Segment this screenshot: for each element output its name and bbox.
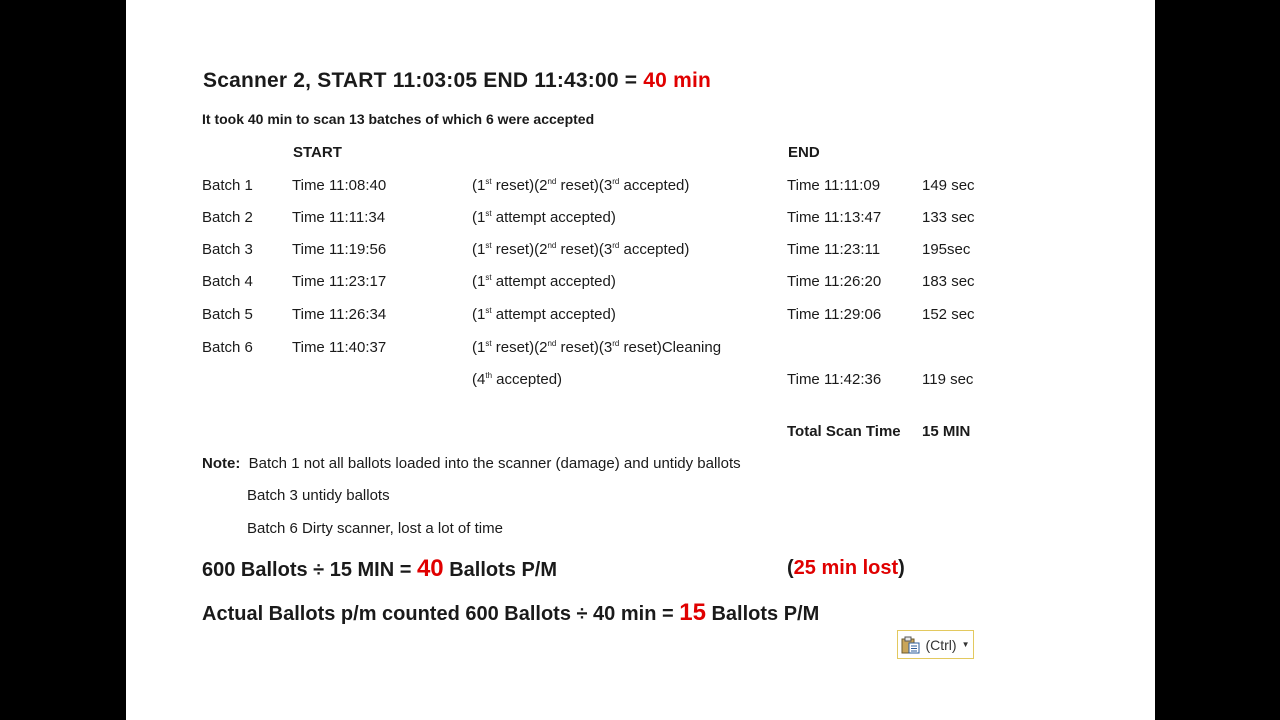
batch-attempts	[472, 371, 562, 388]
batch-end-time: Time 11:29:06	[787, 306, 882, 323]
minutes-lost	[787, 557, 905, 580]
calc-result: 15	[679, 599, 706, 626]
note-line: Batch 3 untidy ballots	[247, 487, 390, 504]
ordinal-suffix: st	[485, 209, 492, 218]
batch-duration: 149 sec	[922, 177, 975, 194]
calc-unit: Ballots P/M	[443, 559, 558, 581]
attempt-ordinal: 3	[603, 241, 613, 258]
batch-attempts	[472, 273, 616, 290]
calc-text: 600 Ballots ÷ 15 MIN =	[202, 559, 417, 581]
batch-label: Batch 3	[202, 241, 253, 258]
batch-end-time: Time 11:23:11	[787, 241, 881, 258]
actual-ballots-calc	[202, 599, 819, 627]
batch-start-time: Time 11:11:34	[292, 209, 386, 226]
attempt-text: attempt accepted)	[491, 209, 616, 226]
attempt-ordinal: (1	[472, 177, 486, 194]
attempt-text: attempt accepted)	[491, 273, 616, 290]
attempt-text: reset)(	[491, 339, 540, 356]
ordinal-suffix: nd	[547, 241, 557, 250]
attempt-ordinal: 2	[539, 241, 548, 258]
ballots-per-minute-calc	[202, 555, 557, 583]
attempt-text: accepted)	[619, 241, 690, 258]
batch-duration: 119 sec	[922, 371, 974, 388]
subtitle: It took 40 min to scan 13 batches of which 6 were accepted	[202, 111, 595, 127]
batch-label: Batch 2	[202, 209, 253, 226]
batch-end-time: Time 11:26:20	[787, 273, 882, 290]
batch-duration: 152 sec	[922, 306, 975, 323]
ordinal-suffix: st	[485, 306, 492, 315]
batch-attempts	[472, 177, 689, 194]
calc-unit: Ballots P/M	[705, 603, 820, 625]
attempt-text: reset)Cleaning	[619, 339, 722, 356]
attempt-ordinal: (1	[472, 241, 486, 258]
batch-label: Batch 4	[202, 273, 253, 290]
batch-duration: 133 sec	[922, 209, 975, 226]
batch-start-time: Time 11:40:37	[292, 339, 387, 356]
ordinal-suffix: rd	[612, 241, 620, 250]
attempt-text: reset)(	[491, 241, 540, 258]
batch-attempts	[472, 339, 721, 356]
attempt-ordinal: (4	[472, 371, 486, 388]
attempt-ordinal: 3	[603, 339, 613, 356]
batch-start-time: Time 11:23:17	[292, 273, 387, 290]
note-line: Batch 1 not all ballots loaded into the scanner (damage) and untidy ballots	[248, 455, 741, 472]
batch-label: Batch 1	[202, 177, 253, 194]
batch-label: Batch 5	[202, 306, 253, 323]
title-duration: 40 min	[643, 69, 712, 92]
batch-label: Batch 6	[202, 339, 253, 356]
paren-close: )	[898, 557, 905, 579]
clipboard-icon	[901, 636, 921, 654]
attempt-text: accepted)	[619, 177, 690, 194]
attempt-text: reset)(	[556, 339, 604, 356]
column-header-start: START	[293, 144, 342, 161]
paste-options-button[interactable]	[897, 630, 974, 659]
batch-duration: 195sec	[922, 241, 971, 258]
chevron-down-icon: ▼	[961, 640, 970, 649]
minutes-lost-value: 25 min lost	[793, 557, 899, 579]
batch-end-time: Time 11:42:36	[787, 371, 882, 388]
total-scan-time-value: 15 MIN	[922, 423, 971, 440]
attempt-ordinal: 3	[603, 177, 613, 194]
attempt-text: accepted)	[492, 371, 563, 388]
attempt-text: reset)(	[556, 177, 604, 194]
batch-start-time: Time 11:26:34	[292, 306, 387, 323]
ordinal-suffix: st	[485, 241, 492, 250]
ordinal-suffix: nd	[547, 177, 557, 186]
paste-options-label: (Ctrl)	[925, 636, 957, 653]
attempt-ordinal: 2	[539, 177, 548, 194]
notes-block	[202, 455, 741, 472]
title-text: Scanner 2, START 11:03:05 END 11:43:00 =	[203, 69, 644, 92]
ordinal-suffix: nd	[547, 339, 557, 348]
attempt-text: attempt accepted)	[491, 306, 616, 323]
attempt-ordinal: (1	[472, 273, 486, 290]
batch-end-time: Time 11:13:47	[787, 209, 882, 226]
batch-start-time: Time 11:08:40	[292, 177, 387, 194]
attempt-text: reset)(	[491, 177, 540, 194]
column-header-end: END	[788, 144, 820, 161]
batch-end-time: Time 11:11:09	[787, 177, 881, 194]
ordinal-suffix: th	[485, 371, 493, 380]
ordinal-suffix: st	[485, 273, 492, 282]
attempt-text: reset)(	[556, 241, 604, 258]
total-scan-time-label: Total Scan Time	[787, 423, 901, 440]
batch-attempts	[472, 209, 616, 226]
attempt-ordinal: (1	[472, 306, 486, 323]
ordinal-suffix: rd	[612, 339, 620, 348]
note-label: Note:	[202, 455, 241, 472]
ordinal-suffix: st	[485, 177, 492, 186]
attempt-ordinal: 2	[539, 339, 548, 356]
batch-start-time: Time 11:19:56	[292, 241, 387, 258]
calc-result: 40	[416, 555, 444, 582]
batch-duration: 183 sec	[922, 273, 975, 290]
ordinal-suffix: rd	[612, 177, 620, 186]
document-page	[126, 0, 1155, 720]
note-line: Batch 6 Dirty scanner, lost a lot of time	[247, 520, 503, 537]
page-title	[203, 69, 711, 93]
calc-text: Actual Ballots p/m counted 600 Ballots ÷ 40 min =	[202, 603, 680, 625]
paren-open: (	[787, 557, 794, 579]
ordinal-suffix: st	[485, 339, 492, 348]
batch-attempts	[472, 306, 616, 323]
attempt-ordinal: (1	[472, 339, 486, 356]
batch-attempts	[472, 241, 689, 258]
attempt-ordinal: (1	[472, 209, 486, 226]
